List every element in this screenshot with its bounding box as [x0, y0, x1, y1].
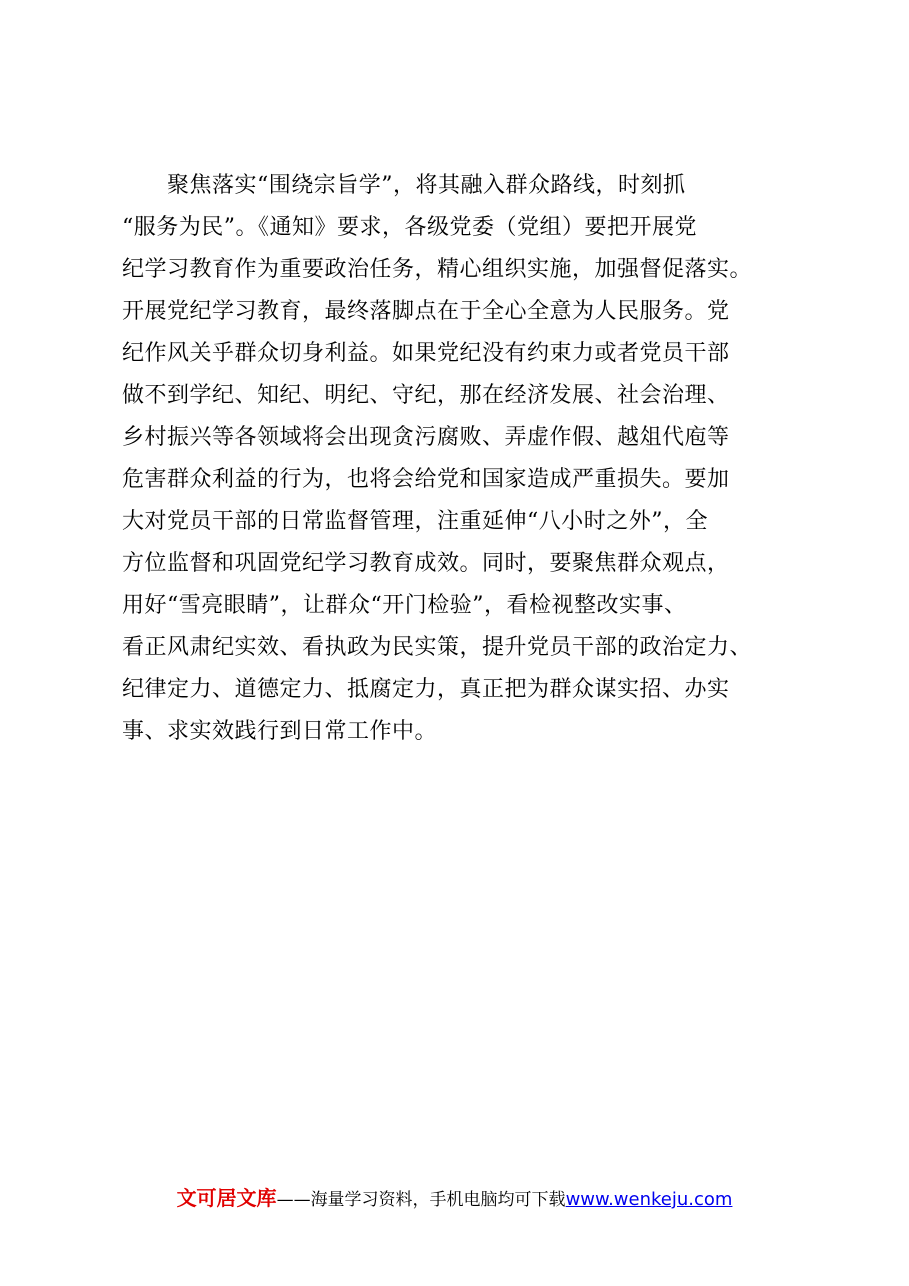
paragraph-line: 大对党员干部的日常监督管理，注重延伸“八小时之外”，全 — [122, 509, 708, 534]
paragraph-line: 方位监督和巩固党纪学习教育成效。同时，要聚焦群众观点， — [122, 551, 730, 576]
paragraph-line: 用好“雪亮眼睛”，让群众“开门检验”，看检视整改实事、 — [122, 593, 687, 618]
paragraph-line: 看正风肃纪实效、看执政为民实策，提升党员干部的政治定力、 — [122, 635, 753, 660]
footer-website-link[interactable]: www.wenkeju.com — [565, 1189, 733, 1210]
paragraph-line: 乡村振兴等各领域将会出现贪污腐败、弄虚作假、越俎代庖等 — [122, 425, 730, 450]
paragraph-line: 事、求实效践行到日常工作中。 — [122, 719, 438, 744]
paragraph-line: 聚焦落实“围绕宗旨学”，将其融入群众路线，时刻抓 — [122, 173, 686, 198]
paragraph-line: “服务为民”。《通知》要求，各级党委（党组）要把开展党 — [122, 215, 697, 240]
paragraph-line: 危害群众利益的行为，也将会给党和国家造成严重损失。要加 — [122, 467, 730, 492]
footer-brand: 文可居文库 — [176, 1186, 277, 1210]
body-paragraph — [122, 165, 812, 753]
paragraph-line: 做不到学纪、知纪、明纪、守纪，那在经济发展、社会治理、 — [122, 383, 730, 408]
page-footer — [0, 1182, 909, 1211]
footer-tagline: ——海量学习资料，手机电脑均可下载 — [276, 1190, 566, 1210]
paragraph-line: 开展党纪学习教育，最终落脚点在于全心全意为人民服务。党 — [122, 299, 730, 324]
paragraph-line: 纪律定力、道德定力、抵腐定力，真正把为群众谋实招、办实 — [122, 677, 730, 702]
paragraph-line: 纪作风关乎群众切身利益。如果党纪没有约束力或者党员干部 — [122, 341, 730, 366]
paragraph-line: 纪学习教育作为重要政治任务，精心组织实施，加强督促落实。 — [122, 257, 753, 282]
